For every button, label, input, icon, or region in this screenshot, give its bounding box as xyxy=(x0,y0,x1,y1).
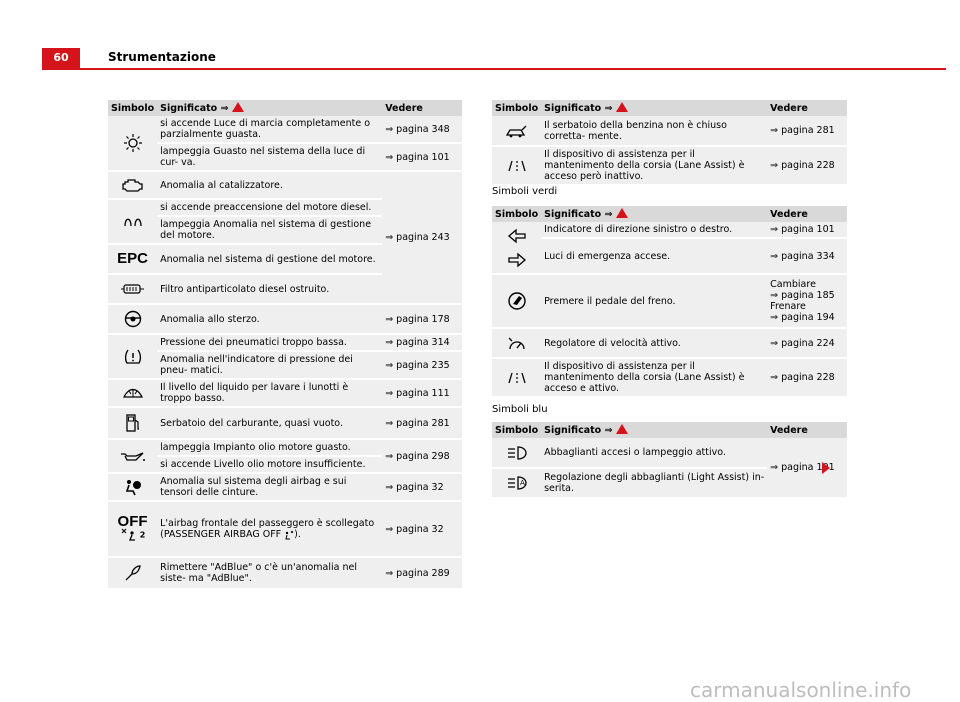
table-row xyxy=(492,274,847,328)
page-ref: ⇒ pagina 32 xyxy=(382,501,462,557)
airbag-icon xyxy=(108,473,157,501)
light-bulb-icon xyxy=(108,116,157,171)
table-row xyxy=(108,557,462,589)
page-ref: Cambiare ⇒ pagina 185 Frenare ⇒ pagina 194 xyxy=(767,274,847,328)
lane-assist-icon xyxy=(492,146,541,185)
header-vedere: Vedere xyxy=(382,100,462,116)
page-ref: ⇒ pagina 348 xyxy=(382,116,462,143)
continue-arrow-icon xyxy=(822,462,830,474)
blue-symbol-table xyxy=(492,422,847,499)
row-text: Luci di emergenza accese. xyxy=(541,238,767,274)
lane-assist-active-icon xyxy=(492,358,541,397)
header-significato: Significato ⇒ xyxy=(157,100,382,116)
page-ref: ⇒ pagina 101 xyxy=(382,143,462,171)
table-row xyxy=(108,439,462,456)
header-vedere: Vedere xyxy=(767,100,847,116)
table-row xyxy=(492,146,847,185)
row-text: Il dispositivo di assistenza per il mantenimento della corsia (Lane Assist) è acceso però inattivo. xyxy=(541,146,767,185)
warning-triangle-icon xyxy=(616,102,628,112)
row-text: si accende Luce di marcia completamente o parzialmente guasta. xyxy=(157,116,382,143)
fuel-pump-icon xyxy=(108,407,157,439)
row-text: Pressione dei pneumatici troppo bassa. xyxy=(157,334,382,351)
header-simbolo: Simbolo xyxy=(492,422,541,438)
table-header-row xyxy=(492,422,847,438)
row-text: Premere il pedale del freno. xyxy=(541,274,767,328)
page-ref: ⇒ pagina 224 xyxy=(767,328,847,358)
right-symbol-table xyxy=(492,100,847,186)
page-number: 60 xyxy=(42,48,80,68)
arrow-left-icon xyxy=(507,228,527,244)
header-simbolo: Simbolo xyxy=(492,206,541,222)
page-ref: ⇒ pagina 228 xyxy=(767,146,847,185)
header-vedere: Vedere xyxy=(767,206,847,222)
row-text: lampeggia Guasto nel sistema della luce di cur- va. xyxy=(157,143,382,171)
warning-triangle-icon xyxy=(232,102,244,112)
table-header-row xyxy=(108,100,462,116)
header-simbolo: Simbolo xyxy=(108,100,157,116)
washer-fluid-icon xyxy=(108,379,157,407)
page-ref: ⇒ pagina 281 xyxy=(767,116,847,146)
table-row xyxy=(108,171,462,199)
page-ref: ⇒ pagina 101 xyxy=(767,438,847,498)
table-row xyxy=(108,116,462,143)
turn-signal-icons xyxy=(492,222,541,274)
page-title: Strumentazione xyxy=(108,50,216,64)
table-row xyxy=(108,501,462,557)
table-row xyxy=(492,116,847,146)
table-row xyxy=(108,351,462,379)
table-row xyxy=(108,379,462,407)
page-ref: ⇒ pagina 178 xyxy=(382,304,462,334)
light-assist-icon xyxy=(492,468,541,498)
header-simbolo: Simbolo xyxy=(492,100,541,116)
engine-icon xyxy=(108,171,157,199)
steering-wheel-icon xyxy=(108,304,157,334)
page-ref: ⇒ pagina 228 xyxy=(767,358,847,397)
table-row xyxy=(492,222,847,238)
passenger-airbag-off-icon: OFF 2 xyxy=(108,501,157,557)
row-text: Serbatoio del carburante, quasi vuoto. xyxy=(157,407,382,439)
page-ref: ⇒ pagina 314 xyxy=(382,334,462,351)
row-text: lampeggia Anomalia nel sistema di gestione del motore. xyxy=(157,216,382,244)
section-title-blue: Simboli blu xyxy=(492,404,548,415)
row-text: Il dispositivo di assistenza per il mantenimento della corsia (Lane Assist) è acceso e attivo. xyxy=(541,358,767,397)
particle-filter-icon xyxy=(108,274,157,304)
row-text: Anomalia sul sistema degli airbag e sui tensori delle cinture. xyxy=(157,473,382,501)
section-title-green: Simboli verdi xyxy=(492,186,558,197)
row-text: Regolazione degli abbaglianti (Light Assist) in- serita. xyxy=(541,468,767,498)
row-text: Rimettere "AdBlue" o c'è un'anomalia nel siste- ma "AdBlue". xyxy=(157,557,382,589)
green-symbol-table xyxy=(492,206,847,398)
header-significato: Significato ⇒ xyxy=(541,422,767,438)
cruise-control-icon xyxy=(492,328,541,358)
tire-pressure-icon xyxy=(108,334,157,379)
watermark: carmanualsonline.info xyxy=(690,678,912,702)
row-text: Indicatore di direzione sinistro o destro. xyxy=(541,222,767,238)
table-row xyxy=(492,328,847,358)
adblue-icon xyxy=(108,557,157,589)
row-text: si accende preaccensione del motore diesel. xyxy=(157,199,382,216)
row-text: lampeggia Impianto olio motore guasto. xyxy=(157,439,382,456)
table-row xyxy=(108,473,462,501)
page-ref: ⇒ pagina 281 xyxy=(382,407,462,439)
page-ref: ⇒ pagina 289 xyxy=(382,557,462,589)
row-text: Abbaglianti accesi o lampeggio attivo. xyxy=(541,438,767,468)
page-ref: ⇒ pagina 298 xyxy=(382,439,462,473)
row-text: Filtro antiparticolato diesel ostruito. xyxy=(157,274,382,304)
row-text: si accende Livello olio motore insufficiente. xyxy=(157,456,382,473)
page-ref: ⇒ pagina 235 xyxy=(382,351,462,379)
epc-icon: EPC xyxy=(108,244,157,274)
row-text: L'airbag frontale del passeggero è scollegato (PASSENGER AIRBAG OFF ). xyxy=(157,501,382,557)
row-text: Anomalia nel sistema di gestione del motore. xyxy=(157,244,382,274)
warning-triangle-icon xyxy=(616,208,628,218)
page-ref: ⇒ pagina 243 xyxy=(382,171,462,304)
page-ref: ⇒ pagina 101 xyxy=(767,222,847,238)
header-significato: Significato ⇒ xyxy=(541,206,767,222)
page-ref: ⇒ pagina 334 xyxy=(767,238,847,274)
row-text: Anomalia al catalizzatore. xyxy=(157,171,382,199)
airbag-small-icon xyxy=(284,530,294,540)
table-header-row xyxy=(492,100,847,116)
row-text: Regolatore di velocità attivo. xyxy=(541,328,767,358)
oil-can-icon xyxy=(108,439,157,473)
table-row xyxy=(108,407,462,439)
table-row xyxy=(108,334,462,351)
table-row xyxy=(108,143,462,171)
header-vedere: Vedere xyxy=(767,422,847,438)
page-ref: ⇒ pagina 32 xyxy=(382,473,462,501)
row-text: Anomalia nell'indicatore di pressione dei pneu- matici. xyxy=(157,351,382,379)
high-beam-icon xyxy=(492,438,541,468)
left-symbol-table xyxy=(108,100,462,590)
svg-text:A: A xyxy=(519,479,525,487)
row-text: Il livello del liquido per lavare i lunotti è troppo basso. xyxy=(157,379,382,407)
table-row xyxy=(492,358,847,397)
glow-plug-icon xyxy=(108,199,157,244)
arrow-right-icon xyxy=(507,252,527,268)
brake-pedal-icon xyxy=(492,274,541,328)
row-text: Il serbatoio della benzina non è chiuso corretta- mente. xyxy=(541,116,767,146)
row-text: Anomalia allo sterzo. xyxy=(157,304,382,334)
page-ref: ⇒ pagina 111 xyxy=(382,379,462,407)
table-row xyxy=(492,238,847,274)
fuel-cap-icon xyxy=(492,116,541,146)
warning-triangle-icon xyxy=(616,424,628,434)
table-row xyxy=(492,438,847,468)
header-significato: Significato ⇒ xyxy=(541,100,767,116)
table-row xyxy=(108,304,462,334)
table-header-row xyxy=(492,206,847,222)
